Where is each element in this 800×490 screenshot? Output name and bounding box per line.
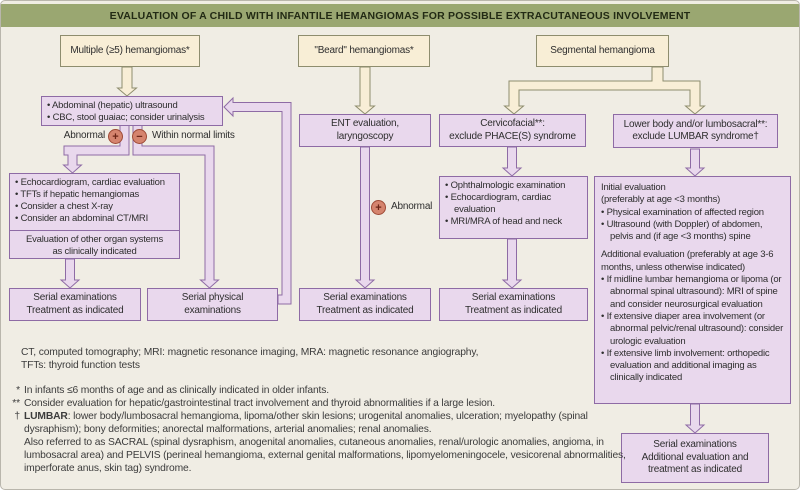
node-ent-evaluation xyxy=(299,114,431,147)
arrow-feedback-loop xyxy=(224,98,291,304)
bullet-line: • MRI/MRA of head and neck xyxy=(445,216,562,227)
footnotes xyxy=(5,346,645,475)
footnote-lead: LUMBAR xyxy=(24,411,68,422)
text-line: Lower body and/or lumbosacral**: xyxy=(623,118,768,130)
bullet-line: • CBC, stool guaiac; consider urinalysis xyxy=(47,112,205,123)
node-serial-exams-cervico xyxy=(439,288,588,321)
node-cardiac-workup xyxy=(9,173,180,259)
abbrev-line: CT, computed tomography; MRI: magnetic resonance imaging, MRA: magnetic resonance angiography, xyxy=(21,347,479,358)
footnote-marker: ** xyxy=(12,398,20,409)
text-line: treatment as indicated xyxy=(648,464,742,476)
text-line: Serial examinations xyxy=(471,292,556,303)
arrow-lumbosacral-to-initial xyxy=(686,149,704,176)
footnote-item xyxy=(5,436,645,475)
text-line: Serial examinations xyxy=(323,292,407,303)
bullet-line: • Abdominal (hepatic) ultrasound xyxy=(47,100,178,111)
text-line: Treatment as indicated xyxy=(465,304,562,316)
text-line: Serial examinations xyxy=(33,292,117,303)
text-line: exclude LUMBAR syndrome† xyxy=(632,131,759,142)
bullet-line: • Physical examination of affected region xyxy=(601,206,764,218)
arrow-beard-to-ent xyxy=(356,67,375,114)
footnote-text: Also referred to as SACRAL (spinal dysraphism, anogenital anomalies, cutaneous anomalies, renal/urologic anomalies, angioma, in lumbosacral area) and PELVIS (perineal hemangioma, external genital malformations, lipomyelomeningocele, vesicorenal abnormalities, imperforate anus, skin tag) syndrome. xyxy=(24,437,626,474)
footnote-marker: * xyxy=(16,385,20,396)
node-beard-hemangiomas xyxy=(298,35,430,67)
figure-title-bar xyxy=(1,4,799,27)
footnote-marker: † xyxy=(14,411,20,422)
node-label: Multiple (≥5) hemangiomas* xyxy=(70,44,190,56)
cardiac-workup-list xyxy=(10,174,179,230)
arrow-segmental-split xyxy=(505,67,705,114)
node-cervicofacial xyxy=(439,114,586,147)
footnote-text xyxy=(24,410,645,436)
text-line: Evaluation of other organ systems xyxy=(25,233,164,245)
footnote-text: In infants ≤6 months of age and as clinically indicated in older infants. xyxy=(24,385,329,396)
arrow-ent-to-serial-mid xyxy=(356,147,374,288)
node-segmental-hemangioma xyxy=(536,35,669,67)
text-line: laryngoscopy xyxy=(336,130,394,142)
footnote-item xyxy=(5,397,645,410)
node-abdominal-workup xyxy=(41,96,223,126)
text-line: Additional evaluation and xyxy=(641,451,749,463)
plus-circle-icon: + xyxy=(371,200,386,215)
abbreviation-key xyxy=(21,346,645,372)
bullet-line: • Echocardiogram, cardiac evaluation xyxy=(15,177,165,188)
figure-title: EVALUATION OF A CHILD WITH INFANTILE HEMANGIOMAS FOR POSSIBLE EXTRACUTANEOUS INVOLVEMENT xyxy=(109,9,691,22)
arrow-phace-to-serial xyxy=(503,239,521,288)
text-line: ENT evaluation, xyxy=(331,118,399,129)
text-line: Initial evaluation xyxy=(601,182,666,193)
bullet-line: • Echocardiogram, cardiac evaluation xyxy=(445,192,552,215)
footnote-text: Consider evaluation for hepatic/gastrointestinal tract involvement and thyroid abnormalities if a large lesion. xyxy=(24,398,495,409)
text-line: examinations xyxy=(184,304,241,316)
bullet-line: • If extensive limb involvement: orthopedic evaluation and additional imaging as clinically indicated xyxy=(601,347,770,384)
bullet-line: • Ophthalmologic examination xyxy=(445,180,566,191)
footnote-marker xyxy=(5,436,20,475)
bullet-line: • If extensive diaper area involvement (or abnormal pelvic/renal ultrasound): consider urologic evaluation xyxy=(601,310,784,347)
text-line: Additional evaluation (preferably at age 3-6 months, unless otherwise indicated) xyxy=(601,249,774,273)
arrow-multiple-to-abdominal xyxy=(118,67,137,96)
footnote-item xyxy=(5,410,645,436)
node-serial-exams-mid xyxy=(299,288,431,321)
bullet-line: • Ultrasound (with Doppler) of abdomen, pelvis and (if age <3 months) spine xyxy=(601,218,763,243)
bullet-line: • Consider a chest X-ray xyxy=(15,201,113,212)
footnote-item xyxy=(5,384,645,397)
text-line: Serial physical xyxy=(181,292,244,303)
arrow-cervico-to-phace xyxy=(503,147,521,176)
bullet-line: • If midline lumbar hemangioma or lipoma (or abnormal spinal ultrasound): MRI of spine and consider neurosurgical evaluation xyxy=(601,274,782,310)
text-line: Serial examinations xyxy=(653,439,737,451)
abbrev-line: TFTs: thyroid function tests xyxy=(21,360,140,371)
arrow-workup-to-serial-left xyxy=(61,259,79,288)
footnote-body: : lower body/lumbosacral hemangioma, lipoma/other skin lesions; urogenital anomalies, ulceration; myelopathy (spinal dysraphism); bony deformities; anorectal malformations, arterial anomalies; renal anomalies. xyxy=(24,411,588,435)
text-line: Treatment as indicated xyxy=(316,304,414,316)
bullet-line: • TFTs if hepatic hemangiomas xyxy=(15,189,140,200)
arrow-initial-to-serial xyxy=(686,404,704,433)
node-serial-exams-left xyxy=(9,288,141,321)
node-label: Segmental hemangioma xyxy=(550,44,655,56)
label-within-normal-limits: Within normal limits xyxy=(152,130,235,141)
text-line: exclude PHACE(S) syndrome xyxy=(449,130,576,142)
node-multiple-hemangiomas xyxy=(60,35,200,67)
label-abnormal: Abnormal xyxy=(63,130,105,141)
text-line: (preferably at age <3 months) xyxy=(601,194,721,206)
node-lumbosacral xyxy=(613,114,778,148)
text-line: Cervicofacial**: xyxy=(480,118,545,129)
text-line: Treatment as indicated xyxy=(26,304,124,316)
organ-evaluation-section xyxy=(10,230,179,260)
node-serial-physical-exams xyxy=(147,288,278,321)
text-line: as clinically indicated xyxy=(52,245,137,257)
minus-circle-icon: − xyxy=(132,129,147,144)
label-abnormal-mid: Abnormal xyxy=(391,201,433,212)
node-phace-workup xyxy=(439,176,588,239)
node-label: "Beard" hemangiomas* xyxy=(314,44,414,56)
plus-circle-icon: + xyxy=(108,129,123,144)
bullet-line: • Consider an abdominal CT/MRI xyxy=(15,213,149,224)
